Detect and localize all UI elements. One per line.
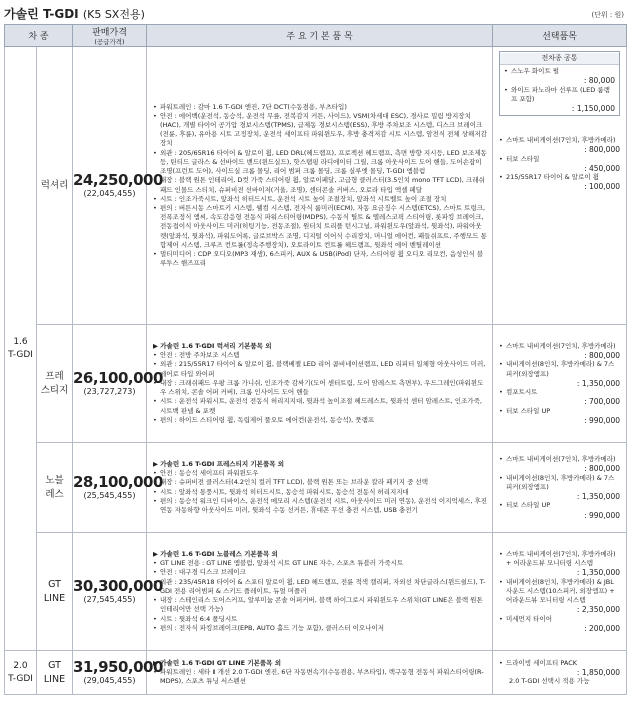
option-item (499, 136, 620, 154)
trim-name-line2: LINE (43, 592, 66, 604)
option-name: 터보 스타일 UP (506, 501, 551, 510)
option-item (499, 615, 620, 633)
option-name: 컴포트시트 (506, 388, 538, 397)
option-item (499, 388, 620, 406)
sale-price: 24,250,000 (73, 171, 163, 189)
list-item: • 멀티미디어 : CDP 오디오(MP3 재생), 6스피커, AUX & USB(iPod) 단자, 스티어링 휠 오디오 리모컨, 음성인식 블루투스 핸즈프리 (153, 250, 487, 268)
list-item: • 편의 : 하이드 스티어링 휠, 독립제어 풀오토 에어컨(운전석, 동승석), 풋램프 (153, 416, 487, 425)
header-options: 선택품목 (493, 25, 627, 47)
supply-price: (22,045,455) (83, 189, 136, 198)
option-name: 와이드 파노라마 선루프 (LED 룸램프 포함) (511, 85, 610, 103)
option-name: 드라이빙 세이프티 PACK (506, 658, 578, 667)
list-item: • 외관 : 215/55R17 타이어 & 알로이 휠, 블랙베젤 LED 리어 콤비네이션램프, LED 리피터 일체형 아웃사이드 미러, 에어로 타입 와이퍼 (153, 360, 487, 378)
option-price: : 1,150,000 (571, 104, 615, 114)
header-price (73, 25, 147, 47)
trim-name-line2: 레스 (45, 488, 64, 500)
option-item (499, 659, 620, 677)
common-options-title: 전차종 공통 (500, 53, 619, 65)
trim-cell (37, 443, 73, 533)
option-name: 터보 스타일 (506, 154, 540, 163)
sale-price: 31,950,000 (73, 658, 163, 676)
basic-items-cell (147, 443, 493, 533)
option-name: 내비게이션(8인치, 후방카메라) & 7스피커(외장앰프) (506, 473, 615, 491)
items-heading: ▶ 가솔린 1.6 T-GDI GT LINE 기본품목 외 (153, 658, 282, 667)
list-item: • 시트 : 뒷좌석 6:4 폴딩시트 (153, 615, 487, 624)
option-name: 터보 스타일 UP (506, 406, 551, 415)
table-row (5, 325, 627, 443)
table-row (5, 651, 627, 695)
option-name: 215/55R17 타이어 & 알로이 휠 (506, 173, 599, 182)
trim-name-line1: 프레 (45, 370, 64, 382)
trim-cell (37, 47, 73, 325)
header-items: 주 요 기 본 품 목 (147, 25, 493, 47)
list-item: • 안전 : 대구경 디스크 브레이크 (153, 568, 487, 577)
list-item: • 내장 : 슈퍼비전 클러스터(4.2인치 컬러 TFT LCD), 블랙 원톤 또는 브라운 칼라 패키지 중 선택 (153, 478, 487, 487)
option-item (499, 455, 620, 473)
basic-items-cell (147, 325, 493, 443)
sale-price: 30,300,000 (73, 577, 163, 595)
options-cell (493, 651, 627, 695)
option-item (499, 550, 620, 578)
supply-price: (27,545,455) (83, 595, 136, 604)
title-main: 가솔린 T-GDI (4, 7, 79, 21)
option-item (504, 67, 615, 85)
price-cell (73, 651, 163, 695)
list-item: • 외관 : 205/65R16 타이어 & 알로이 휠, LED DRL(헤드램프), 프로젝션 헤드램프, 측면 방향 지시등, LED 보조제동등, 틴티드 글라스 & 선바이드 밴드(윈드실드), 핫스탬핑 라디에이터 그릴, 크롬 아웃사이드 도어 핸들, 도어손잡이 조명(프런트 도어), 사이드실 크롬 몰딩, 리어 범퍼 크롬 몰딩, 크롬 실루엣 몰딩, T-GDI 엠블럼 (153, 149, 487, 177)
price-cell (73, 533, 163, 651)
trim-cell (37, 325, 73, 443)
list-item: • 편의 : 전자식 파킹브레이크(EPB, AUTO 홀드 기능 포함), 클러스터 이오나이저 (153, 624, 487, 633)
price-cell (73, 47, 163, 325)
option-name: 미세먼지 타이어 (506, 614, 553, 623)
option-price: : 800,000 (584, 145, 620, 155)
price-cell (73, 443, 163, 533)
option-item (499, 342, 620, 360)
list-item: • 안전 : 동승석 세이프티 파워윈도우 (153, 469, 487, 478)
option-price: : 2,350,000 (576, 605, 620, 615)
title-sub: (K5 SX전용) (82, 8, 145, 21)
engine-label-line2: T-GDI (8, 349, 33, 360)
supply-price: (23,727,273) (83, 387, 136, 396)
header-price-sub: (공급가격) (94, 38, 125, 46)
header-car: 차 종 (5, 25, 73, 47)
supply-price: (25,545,455) (83, 491, 136, 500)
option-name: 내비게이션(8인치, 후방카메라) & 7스피커(외장앰프) (506, 360, 615, 378)
option-item (499, 501, 620, 519)
list-item: • 내장 : 블랙 원톤 인테리어, D컷 가죽 스티어링 휠, 알로이페달, 고급형 클러스터(3.5인치 mono TFT LCD), 크래쉬패드 인몰드 스티치, 슈퍼비전 선바이저(거울, 조명), 센터콘솔 커버스, 오로라 타입 액셀 페달 (153, 176, 487, 194)
basic-items-cell (147, 533, 493, 651)
option-price: : 990,000 (584, 510, 620, 520)
trim-name-line2: LINE (43, 673, 66, 685)
price-table (4, 24, 627, 695)
supply-price: (29,045,455) (83, 676, 136, 685)
option-name: 스노우 화이트 펄 (511, 67, 560, 76)
option-price: : 990,000 (584, 415, 620, 425)
engine-label-line2: T-GDI (8, 673, 33, 684)
engine-cell-20 (5, 651, 37, 695)
option-price: : 450,000 (584, 163, 620, 173)
list-item: • 시트 : 인조가죽시트, 앞좌석 히터드시트, 운전석 시트 높이 조절장치, 앞좌석 시트벨트 높이 조절 장치 (153, 195, 487, 204)
sale-price: 28,100,000 (73, 473, 163, 491)
table-row (5, 533, 627, 651)
price-cell (73, 325, 163, 443)
items-heading: ▶ 가솔린 1.6 T-GDI 럭셔리 기본품목 외 (153, 342, 272, 351)
items-heading: ▶ 가솔린 1.6 T-GDI 프레스티지 기본품목 외 (153, 459, 285, 468)
trim-name-line1: 노블 (45, 474, 64, 486)
list-item: • 편의 : 버튼시동 스마트키 시스템, 웰컴 시스템, 전자식 룸미러(ECM), 자동 요금징수 시스템(ETCS), 스마트 트렁크, 전폭조정식 앰씨, 속도감응형 전동식 파워스티어링(MDPS), 수동식 틸트 & 텔레스코픽 스티어링, 롯파킹 브레이크, 전동접이식 아웃사이드 미러(히팅기능, 전동조절), 원터치 트리플 턴시그널, 파워윈도우(앞좌석, 뒷좌석), 파워아웃렛(앞좌석, 뒷좌석), 파워도어록, 글로브박스 조명, 디지털 이어식 수리장치, 머니얼 에어컨, 패들쉬프트, 주행모드 통합제어 시스템, 크루즈 컨트롤(정속주행장치), 오토라이트 컨트롤 헤드램프, 뒷좌석 에어 벤틸레이션 (153, 204, 487, 250)
option-name: 스마트 내비게이션(7인치, 후방카메라) (506, 455, 616, 464)
option-price: : 100,000 (584, 182, 620, 192)
list-item: • 외관 : 235/45R18 타이어 & 스포티 알로이 휠, LED 헤드램프, 전륜 적색 캘리퍼, 자외선 차단글라스(윈드쉴드), T-GDI 전용 리어범퍼 & 스키드 플레이트, 듀얼 머플러 (153, 578, 487, 596)
list-item: • GT LINE 전용 : GT LINE 엠블럼, 앞좌석 시트 GT LINE 자수, 스포츠 튜블러 가죽시트 (153, 559, 487, 568)
option-item (504, 86, 615, 114)
option-price: : 700,000 (584, 397, 620, 407)
page-title (4, 4, 626, 24)
trim-name-line2: 스티지 (40, 384, 69, 396)
option-item (499, 578, 620, 615)
option-price: : 800,000 (584, 464, 620, 474)
option-name: 스마트 내비게이션(7인치, 후방카메라) (506, 136, 616, 145)
options-cell (493, 533, 627, 651)
list-item: • 편의 : 동승석 워크인 디바이스, 운전석 메모리 시스템(운전석 시트, 아웃사이드 미러 연동), 운전석 이지억세스, 후진연동 자동하향 아웃사이드 미러, 뒷좌석 수동 선커튼, 휴대폰 무선 충전 시스템, USB 충전기 (153, 497, 487, 515)
option-item (499, 407, 620, 425)
basic-items-cell (147, 47, 493, 325)
options-cell (493, 47, 627, 325)
option-item (499, 474, 620, 502)
trim-name: 럭셔리 (40, 179, 69, 191)
option-price: : 1,850,000 (576, 667, 620, 677)
sale-price: 26,100,000 (73, 369, 163, 387)
engine-cell-16 (5, 47, 37, 651)
options-cell (493, 443, 627, 533)
table-row (5, 443, 627, 533)
unit-label: (단위 : 원) (591, 11, 624, 19)
option-item (499, 360, 620, 388)
trim-cell (37, 533, 73, 651)
common-options-box (499, 51, 620, 116)
list-item: • 시트 : 운전석 파워시트, 운전석 전동식 허리지지대, 뒷좌석 높이조절 헤드레스트, 뒷좌석 센터 암레스트, 인조가죽, 시트백 판넬 & 포켓 (153, 397, 487, 415)
option-note: 2.0 T-GDI 선택시 적용 가능 (509, 677, 590, 686)
list-item: • 시트 : 앞좌석 통풍시트, 뒷좌석 히터드시트, 동승석 파워시트, 동승석 전동식 허리지지대 (153, 488, 487, 497)
list-item: • 파워트레인 : 세타 Ⅱ 개선 2.0 T-GDI 엔진, 6단 자동변속기(수동겸용, 부츠타입), 랙구동형 전동식 파워스티어링(R-MDPS), 스포츠 튜닝 서스펜션 (153, 668, 487, 686)
option-price: : 80,000 (583, 76, 615, 86)
list-item: • 파워트레인 : 감마 1.6 T-GDI 엔진, 7단 DCT(수동겸용, 부츠타입) (153, 103, 487, 112)
option-price: : 1,350,000 (576, 378, 620, 388)
option-name: 내비게이션(8인치, 후방카메라) & JBL 사운드 시스템(10스피커, 외장앰프) + 어라운드뷰 모니터링 시스템 (506, 577, 615, 605)
option-price: : 1,350,000 (576, 492, 620, 502)
list-item: • 안전 : 전방 주차보조 시스템 (153, 351, 487, 360)
basic-items-cell (147, 651, 493, 695)
option-price: : 800,000 (584, 351, 620, 361)
option-name: 스마트 내비게이션(7인치, 후방카메라) (506, 342, 616, 351)
trim-cell (37, 651, 73, 695)
items-heading: ▶ 가솔린 1.6 T-GDI 노블레스 기본품목 외 (153, 550, 278, 559)
option-name: 스마트 내비게이션(7인치, 후방카메라) + 어라운드뷰 모니터링 시스템 (506, 550, 616, 568)
list-item: • 내장 : 스테인리스 도어스커프, 알루미늄 콘솔 어퍼커버, 블랙 하이그로시 파워윈도우 스위치(GT LINE은 블랙 원톤 인테리어만 선택 가능) (153, 596, 487, 614)
table-row (5, 47, 627, 325)
table-header-row (5, 25, 627, 47)
option-price: : 1,350,000 (576, 568, 620, 578)
trim-name-line1: GT (48, 578, 61, 590)
option-item (499, 155, 620, 173)
trim-name-line1: GT (48, 659, 61, 671)
option-price: : 200,000 (584, 623, 620, 633)
options-cell (493, 325, 627, 443)
list-item: • 안전 : 에어백(운전석, 동승석, 운전석 무릎, 전복감지 커튼, 사이드), VSM(차세대 ESC), 경사로 밀림 방지장치(HAC), 개별 타이어 공기압 경보시스템(TPMS), 급제동 경보시스템(ESS), 후방 주차보조 시스템, 디스크 브레이크(전륜, 후륜), 유아용 시트 고정장치, 운전석 세이프티 파워윈도우, 후방 충격저감 시트 시스템, 암전식 전체 상해저감 장치 (153, 112, 487, 149)
list-item: • 내장 : 크래쉬패드 우팡 크롬 가니쉬, 인조가죽 감싸기(도어 센터트림, 도어 암레스트 측면부), 우드그레인(파워윈도우 스위치, 콘솔 어퍼 커버), 크롬 인사이드 도어 핸들 (153, 379, 487, 397)
engine-label-line1: 2.0 (13, 660, 28, 671)
header-price-label: 판매가격 (92, 28, 127, 38)
engine-label-line1: 1.6 (13, 336, 28, 347)
option-item (499, 173, 620, 191)
